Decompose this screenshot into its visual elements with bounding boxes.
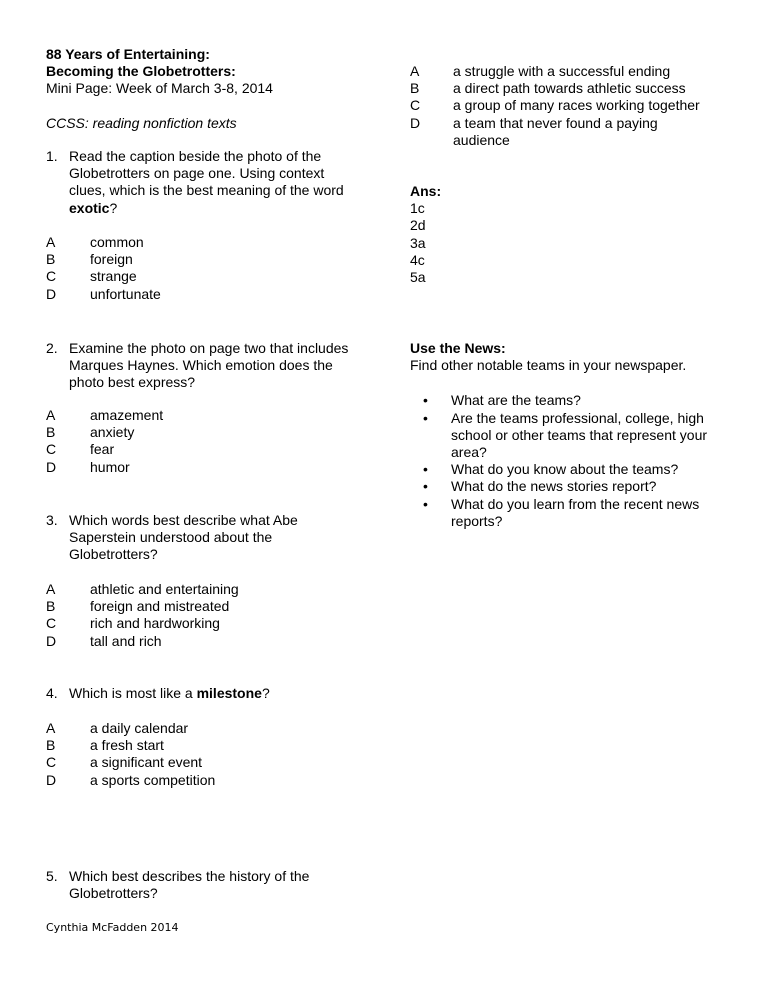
option (46, 772, 215, 789)
option-text: humor (90, 458, 130, 475)
option-text: a fresh start (90, 737, 164, 754)
option-text: a direct path towards athletic success (453, 80, 686, 97)
question-text: Which is most like a (69, 685, 197, 701)
question-text: Which best describes the history of the Globetrotters? (69, 868, 310, 902)
question-4-options (46, 720, 215, 789)
option-letter: D (46, 458, 57, 475)
answer: 5a (410, 269, 426, 286)
option-letter: C (46, 268, 57, 285)
question-5-options (410, 63, 730, 149)
option (46, 598, 239, 615)
option (410, 63, 730, 80)
option-text: a sports competition (90, 771, 216, 788)
option (46, 633, 239, 650)
option (46, 737, 215, 754)
bullet-item: • What are the teams? (410, 392, 721, 409)
option-letter: C (46, 441, 57, 458)
option-letter: A (46, 581, 56, 597)
option-text: amazement (90, 407, 164, 423)
option-letter: C (46, 754, 57, 771)
option-text: a daily calendar (90, 720, 189, 736)
option (46, 581, 239, 598)
question-mark: ? (109, 199, 118, 216)
option-text: fear (90, 441, 115, 458)
option-letter: A (46, 720, 56, 736)
question-5 (46, 868, 369, 902)
bullet-item: • What do the news stories report? (410, 478, 721, 495)
question-1 (46, 148, 369, 217)
option-letter: D (46, 632, 57, 649)
option (46, 407, 163, 424)
keyword: milestone (196, 685, 262, 701)
option-letter: D (410, 114, 421, 131)
option-text: foreign (90, 251, 133, 268)
option (410, 97, 730, 114)
option-letter: A (46, 407, 56, 423)
option-letter: A (410, 63, 420, 79)
question-2-options (46, 407, 163, 476)
footer-credit: Cynthia McFadden 2014 (46, 921, 179, 934)
answer: 4c (410, 251, 425, 268)
option-letter: B (46, 424, 56, 441)
question-text: Examine the photo on page two that includes Marques Haynes. Which emotion does the photo best express? (69, 340, 349, 391)
question-2 (46, 340, 369, 392)
question-text: Which words best describe what Abe Saperstein understood about the Globetrotters? (69, 512, 298, 563)
question-number: 3. (46, 512, 58, 528)
ccss-note: CCSS: reading nonfiction texts (46, 114, 237, 131)
use-the-news (410, 340, 721, 530)
title-line-2: Becoming the Globetrotters: (46, 63, 236, 80)
question-3 (46, 512, 369, 564)
question-number: 5. (46, 868, 58, 884)
option-letter: C (46, 615, 57, 632)
option (46, 459, 163, 476)
option-text: common (90, 234, 144, 250)
option (410, 80, 730, 97)
title-line-1: 88 Years of Entertaining: (46, 46, 210, 62)
option (46, 754, 215, 771)
option (46, 615, 239, 632)
option (46, 268, 161, 285)
option (46, 441, 163, 458)
question-number: 2. (46, 340, 58, 356)
option-letter: B (46, 737, 56, 754)
option-letter: A (46, 234, 56, 250)
header (46, 46, 273, 132)
news-bullets (410, 392, 721, 530)
option-text: a significant event (90, 754, 203, 771)
option (46, 286, 161, 303)
option-text: a struggle with a successful ending (453, 63, 671, 79)
option-text: a team that never found a paying audience (453, 114, 658, 148)
option-letter: B (46, 598, 56, 615)
option-text: a group of many races working together (453, 97, 700, 114)
question-number: 4. (46, 685, 58, 701)
option-text: unfortunate (90, 285, 161, 302)
keyword: exotic (69, 199, 110, 216)
option (46, 234, 161, 251)
option-text: rich and hardworking (90, 615, 220, 632)
bullet-item: • What do you learn from the recent news reports? (410, 496, 721, 530)
question-text: Read the caption beside the photo of the Globetrotters on page one. Using context clues, which is the best meaning of the word (69, 148, 344, 199)
answer-key (410, 183, 441, 286)
answer: 3a (410, 234, 426, 251)
option-letter: C (410, 97, 421, 114)
option-letter: D (46, 285, 57, 302)
option-text: foreign and mistreated (90, 598, 230, 615)
option (46, 720, 215, 737)
answer: 1c (410, 200, 425, 217)
option-text: anxiety (90, 424, 135, 441)
bullet-item: • Are the teams professional, college, high school or other teams that represent your area? (410, 410, 721, 462)
news-intro: Find other notable teams in your newspaper. (410, 357, 687, 374)
option-letter: B (46, 251, 56, 268)
question-3-options (46, 581, 239, 650)
question-mark: ? (261, 685, 270, 701)
option (46, 251, 161, 268)
subtitle: Mini Page: Week of March 3-8, 2014 (46, 80, 273, 97)
question-number: 1. (46, 148, 58, 164)
option-text: tall and rich (90, 632, 162, 649)
question-4 (46, 685, 369, 702)
option (46, 424, 163, 441)
answer: 2d (410, 217, 426, 234)
option-text: athletic and entertaining (90, 581, 239, 597)
news-title: Use the News: (410, 340, 506, 356)
option (410, 115, 730, 149)
answer-key-label: Ans: (410, 183, 442, 199)
option-letter: D (46, 771, 57, 788)
question-1-options (46, 234, 161, 303)
option-letter: B (410, 80, 420, 97)
bullet-item: • What do you know about the teams? (410, 461, 721, 478)
option-text: strange (90, 268, 137, 285)
